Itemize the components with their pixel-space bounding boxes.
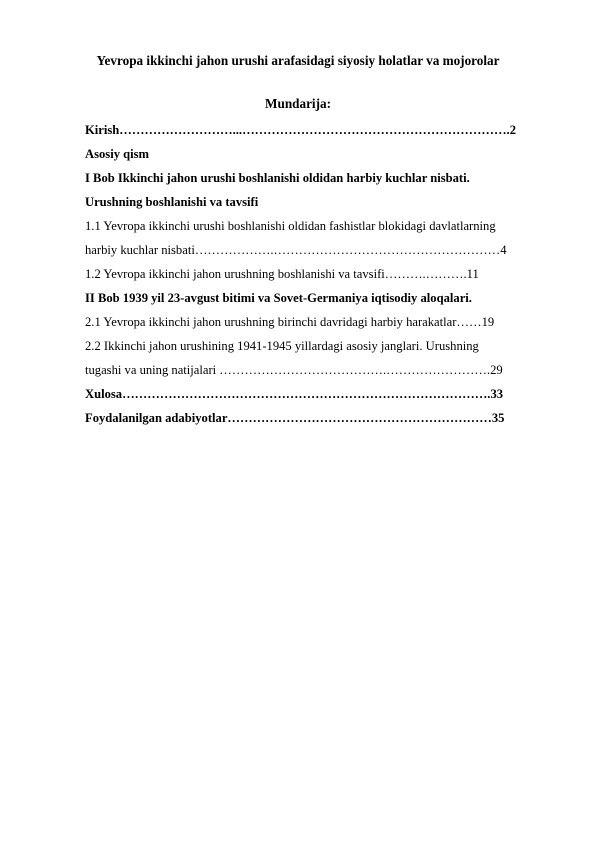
toc-entry-adabiyotlar: Foydalanilgan adabiyotlar………………………………………………………35 [85, 411, 505, 425]
toc-entry-xulosa: Xulosa…………………………………………………………………………….33 [85, 387, 504, 401]
document-title: Yevropa ikkinchi jahon urushi arafasidagi siyosiy holatlar va mojorolar [96, 53, 500, 68]
toc-entry-1-1-cont: harbiy kuchlar nisbati……………….………………………………………………4 [85, 243, 507, 257]
toc-entry-2-1: 2.1 Yevropa ikkinchi jahon urushning birinchi davridagi harbiy harakatlar……19 [85, 315, 495, 329]
contents-heading: Mundarija: [265, 96, 331, 111]
toc-chapter-2-title: II Bob 1939 yil 23-avgust bitimi va Sovet-Germaniya iqtisodiy aloqalari. [85, 291, 472, 305]
toc-entry-kirish: Kirish………………………...……………………………………………………….2 [85, 123, 516, 137]
toc-entry-2-2: 2.2 Ikkinchi jahon urushining 1941-1945 yillardagi asosiy janglari. Urushning [85, 339, 479, 353]
toc-section-asosiy-qism: Asosiy qism [85, 147, 150, 161]
toc-entry-2-2-cont: tugashi va uning natijalari ………………………………….…………………….29 [85, 363, 503, 377]
toc-chapter-1-title-cont: Urushning boshlanishi va tavsifi [85, 195, 259, 209]
toc-chapter-1-title: I Bob Ikkinchi jahon urushi boshlanishi oldidan harbiy kuchlar nisbati. [85, 171, 470, 185]
toc-entry-1-2: 1.2 Yevropa ikkinchi jahon urushning boshlanishi va tavsifi……….……….11 [85, 267, 479, 281]
toc-entry-1-1: 1.1 Yevropa ikkinchi urushi boshlanishi oldidan fashistlar blokidagi davlatlarning [85, 219, 496, 233]
